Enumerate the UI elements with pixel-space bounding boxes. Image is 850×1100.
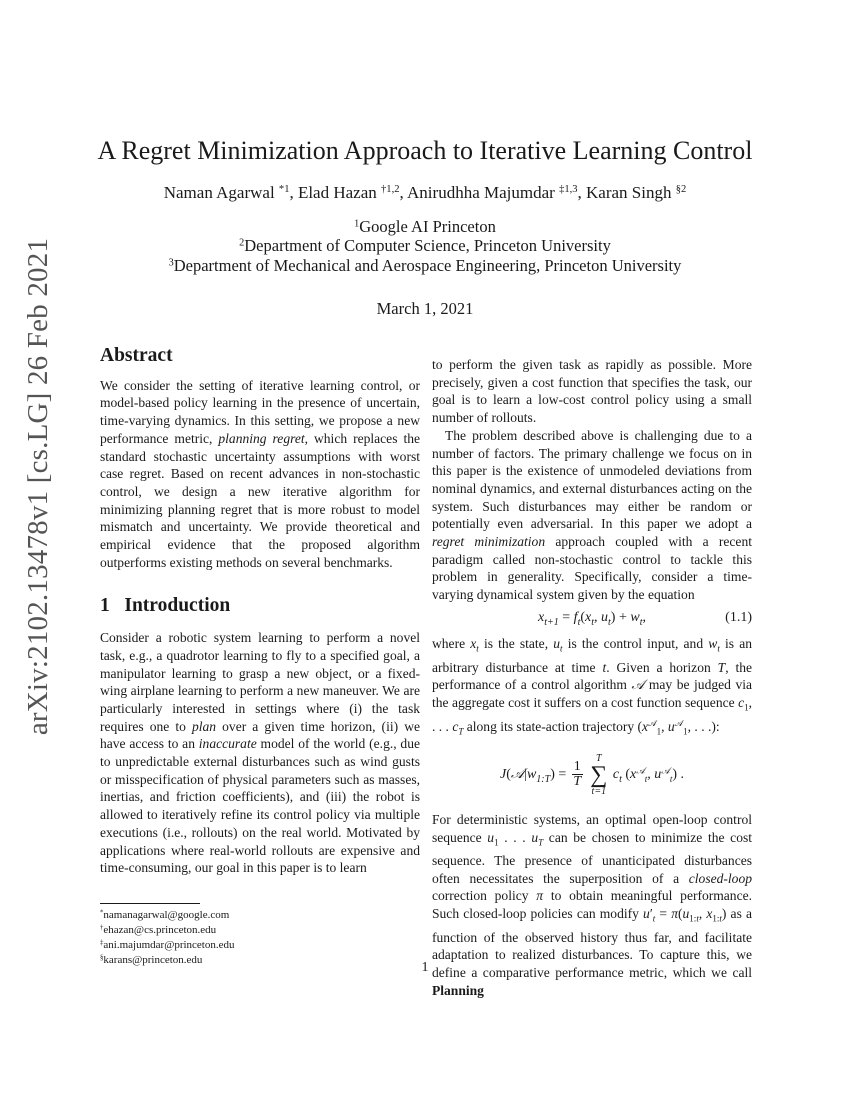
footnotes [100, 903, 430, 968]
footnote: †ehazan@cs.princeton.edu [100, 924, 217, 936]
footnote: *namanagarwal@google.com [100, 909, 230, 921]
intro-paragraph: Consider a robotic system learning to perform a novel task, e.g., a quadrotor learning to fly to a specified goal, a manipulator learning to grasp a new object, or a fixed-wing airplane learning to perform a new maneuver. We are particularly interested in settings where (i) the task requires one to plan over a given time horizon, (ii) we have access to an inaccurate model of the world (e.g., due to unpredictable external disturbances such as wind gusts or misspecification of physical parameters such as masses, inertias, and friction coefficients), and (iii) the robot is allowed to iteratively refine its control policy via multiple executions (i.e., rollouts) on the real world. Motivated by applications where real-world rollouts are expensive and time-consuming, our goal in this paper is to learn [100, 630, 420, 876]
author-marks: *1 [278, 184, 290, 196]
affiliation-number: 3 [168, 257, 174, 269]
paragraph: For deterministic systems, an optimal open-loop control sequence $u_1$ . . . $u_T$ can be chosen to minimize the cost sequence. The presence of unanticipated disturbances often necessitates the superposition of a closed-loop correction policy π to obtain meaningful performance. Such closed-loop policies can modify $u'_t = \pi(u_{1:t}$, $x_{1:t}$) as a function of the observed history thus far, and facilitate adaptation to realized disturbances. To capture this, we define a comparative performance metric, which we call Planning [432, 811, 752, 998]
equation-number: (1.1) [725, 609, 752, 625]
footnote: §karans@princeton.edu [100, 954, 203, 966]
affiliation-number: 2 [239, 237, 245, 249]
arxiv-id: arXiv:2102.13478v1 [cs.LG] 26 Feb 2021 [22, 237, 55, 735]
paragraph: to perform the given task as rapidly as possible. More precisely, given a cost function that specifies the task, our goal is to learn a low-cost control policy using a small number of rollouts. [432, 357, 752, 426]
arxiv-stamp [14, 237, 64, 735]
footnote: ‡ani.majumdar@princeton.edu [100, 939, 235, 951]
author-name: Elad Hazan [297, 183, 377, 202]
footnote-email: ehazan@cs.princeton.edu [103, 924, 217, 936]
right-column [432, 356, 752, 999]
section-number: 1 [100, 595, 110, 617]
author-list: Naman Agarwal $^{*1}$, Elad Hazan $^{\dagger 1,2}$, Anirudhha Majumdar $^{\ddagger 1,3}$, Karan Singh $^{\S 2}$ [163, 183, 687, 202]
author-marks: §2 [675, 184, 687, 196]
paragraph: The problem described above is challenging due to a number of factors. The primary challenge we focus on in this paper is the existence of unmodeled deviations from nominal dynamics, and external disturbances acting on the system. Such disturbances may either be random or potentially even adversarial. In this paper we adopt a regret minimization approach coupled with a recent paradigm called non-stochastic control to tackle this problem in generality. Specifically, consider a time-varying dynamical system given by the equation [432, 427, 752, 603]
section-title: Introduction [124, 595, 231, 617]
affiliation [0, 217, 850, 237]
affiliation [0, 256, 850, 276]
abstract-heading: Abstract [100, 345, 173, 366]
equation-1-1: $x_{t+1} = f_t(x_t$, $u_t) + w_t$, (1.1) [538, 609, 752, 628]
page-number: 1 [421, 960, 429, 975]
affiliation [0, 236, 850, 256]
abstract-text: We consider the setting of iterative learning control, or model-based policy learning in the presence of uncertain, time-varying dynamics. In this setting, we propose a new performance metric, planning regret, which replaces the standard stochastic uncertainty assumptions with worst case regret. Based on recent advances in non-stochastic control, we design a new iterative algorithm for minimizing planning regret that is more robust to model mismatch and uncertainty. We provide theoretical and empirical evidence that the proposed algorithm outperforms existing methods on several benchmarks. [100, 377, 420, 570]
affiliation-number: 1 [354, 218, 360, 230]
affiliation-text: Department of Computer Science, Princeton University [244, 236, 611, 255]
paper-date: March 1, 2021 [376, 299, 474, 318]
section-heading-introduction [100, 597, 420, 615]
author-name: Naman Agarwal [163, 183, 275, 202]
cost-equation: $J(𝒜|w_{1:T})$ = $\frac{1}{T}$ T ∑ t=1 $c_t$ ($x^𝒜_t$, $u^𝒜_t$) . [500, 752, 684, 797]
paragraph: where $x_t$ is the state, $u_t$ is the control input, and $w_t$ is an arbitrary disturbance at time t. Given a horizon T, the performance of a control algorithm 𝒜 may be judged via the aggregate cost it suffers on a cost function sequence $c_1$, . . . $c_T$ along its state-action trajectory ($x^𝒜_1$, $u^𝒜_1$, . . .): [432, 636, 753, 737]
paper-title: A Regret Minimization Approach to Iterative Learning Control [97, 136, 753, 165]
footnote-rule [100, 903, 200, 904]
footnote-email: karans@princeton.edu [103, 954, 203, 966]
left-column [100, 347, 420, 877]
author-name: Karan Singh [586, 183, 672, 202]
footnote-email: namanagarwal@google.com [103, 909, 230, 921]
author-marks: ‡1,3 [559, 184, 578, 196]
affiliation-text: Google AI Princeton [359, 217, 496, 236]
footnote-email: ani.majumdar@princeton.edu [103, 939, 235, 951]
author-name: Anirudhha Majumdar [407, 183, 555, 202]
affiliation-text: Department of Mechanical and Aerospace Engineering, Princeton University [173, 256, 682, 275]
author-marks: †1,2 [381, 184, 400, 196]
